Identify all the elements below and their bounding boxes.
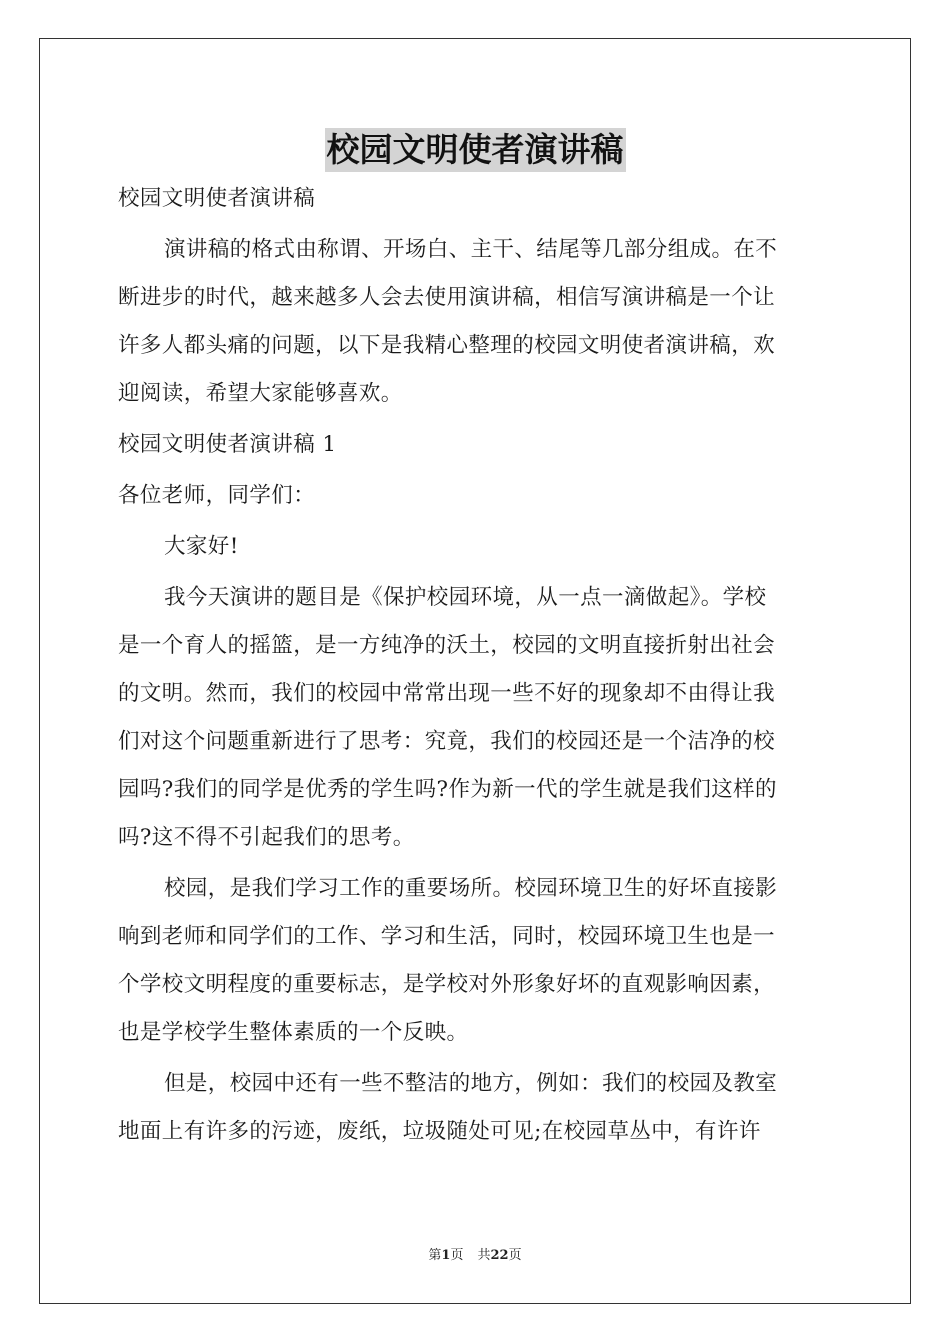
title-area [0,128,950,172]
subtitle-line: 校园文明使者演讲稿 [118,186,316,211]
paragraph-line: 园吗?我们的同学是优秀的学生吗?作为新一代的学生就是我们这样的 [118,777,777,802]
page-footer [0,1246,950,1266]
paragraph-line: 但是，校园中还有一些不整洁的地方，例如：我们的校园及教室 [164,1071,778,1096]
salutation-line: 各位老师，同学们： [118,483,316,508]
document-body [118,175,834,1156]
paragraph-line: 是一个育人的摇篮，是一方纯净的沃土，校园的文明直接折射出社会 [118,633,776,658]
paragraph-line: 许多人都头痛的问题，以下是我精心整理的校园文明使者演讲稿，欢 [118,333,776,358]
document-title: 校园文明使者演讲稿 [325,128,626,172]
paragraph-line: 们对这个问题重新进行了思考：究竟，我们的校园还是一个洁净的校 [118,729,776,754]
section-heading: 校园文明使者演讲稿 1 [118,432,337,457]
paragraph-line: 断进步的时代，越来越多人会去使用演讲稿，相信写演讲稿是一个让 [118,285,776,310]
paragraph-line: 地面上有许多的污迹，废纸，垃圾随处可见;在校园草丛中，有许许 [118,1119,761,1144]
paragraph-line: 也是学校学生整体素质的一个反映。 [118,1020,469,1045]
total-suffix: 页 [508,1248,522,1263]
greeting-line: 大家好! [164,534,239,559]
paragraph-line: 我今天演讲的题目是《保护校园环境，从一点一滴做起》。学校 [164,585,767,610]
paragraph-line: 演讲稿的格式由称谓、开场白、主干、结尾等几部分组成。在不 [164,237,778,262]
paragraph-line: 吗?这不得不引起我们的思考。 [118,825,415,850]
total-prefix: 共 [477,1248,491,1263]
paragraph-line: 迎阅读，希望大家能够喜欢。 [118,381,403,406]
page-suffix: 页 [450,1248,464,1263]
paragraph-line: 的文明。然而，我们的校园中常常出现一些不好的现象却不由得让我 [118,681,776,706]
page-prefix: 第 [428,1248,442,1263]
paragraph-line: 校园，是我们学习工作的重要场所。校园环境卫生的好坏直接影 [164,876,778,901]
paragraph-line: 响到老师和同学们的工作、学习和生活，同时，校园环境卫生也是一 [118,924,776,949]
page-total: 22 [490,1248,509,1263]
paragraph-line: 个学校文明程度的重要标志，是学校对外形象好坏的直观影响因素， [118,972,776,997]
page-number: 1 [441,1248,451,1263]
